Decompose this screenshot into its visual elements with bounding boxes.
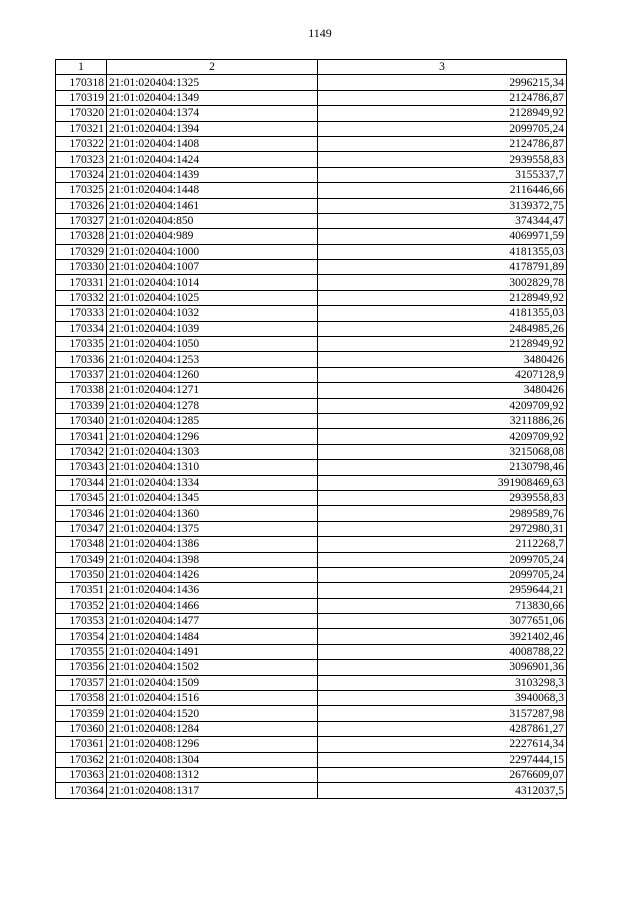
cadastral-value-cell: 3155337,7 — [318, 167, 567, 182]
row-number-cell: 170343 — [56, 460, 107, 475]
cadastral-value-cell: 3940068,3 — [318, 691, 567, 706]
cadastral-number-cell: 21:01:020404:1260 — [107, 367, 318, 382]
cadastral-number-cell: 21:01:020404:1386 — [107, 537, 318, 552]
cadastral-number-cell: 21:01:020404:1408 — [107, 136, 318, 151]
row-number-cell: 170336 — [56, 352, 107, 367]
cadastral-value-cell: 4207128,9 — [318, 367, 567, 382]
row-number-cell: 170320 — [56, 106, 107, 121]
cadastral-value-cell: 2099705,24 — [318, 121, 567, 136]
table-row — [56, 198, 567, 213]
row-number-cell: 170352 — [56, 598, 107, 613]
cadastral-value-cell: 391908469,63 — [318, 475, 567, 490]
table-row — [56, 244, 567, 259]
cadastral-value-cell: 2989589,76 — [318, 506, 567, 521]
table-row — [56, 706, 567, 721]
cadastral-value-cell: 4312037,5 — [318, 783, 567, 798]
cadastral-value-cell: 3211886,26 — [318, 413, 567, 428]
row-number-cell: 170353 — [56, 614, 107, 629]
table-row — [56, 614, 567, 629]
table-row — [56, 783, 567, 798]
cadastral-number-cell: 21:01:020404:1310 — [107, 460, 318, 475]
table-row — [56, 136, 567, 151]
cadastral-number-cell: 21:01:020404:1477 — [107, 614, 318, 629]
cadastral-value-cell: 2128949,92 — [318, 337, 567, 352]
cadastral-number-cell: 21:01:020404:1374 — [107, 106, 318, 121]
row-number-cell: 170322 — [56, 136, 107, 151]
cadastral-value-cell: 2128949,92 — [318, 106, 567, 121]
row-number-cell: 170328 — [56, 229, 107, 244]
cadastral-value-cell: 3077651,06 — [318, 614, 567, 629]
table-row — [56, 721, 567, 736]
row-number-cell: 170339 — [56, 398, 107, 413]
row-number-cell: 170334 — [56, 321, 107, 336]
cadastral-value-cell: 2124786,87 — [318, 90, 567, 105]
row-number-cell: 170330 — [56, 260, 107, 275]
cadastral-number-cell: 21:01:020404:1039 — [107, 321, 318, 336]
row-number-cell: 170361 — [56, 737, 107, 752]
cadastral-number-cell: 21:01:020408:1312 — [107, 767, 318, 782]
table-row — [56, 598, 567, 613]
row-number-cell: 170321 — [56, 121, 107, 136]
row-number-cell: 170326 — [56, 198, 107, 213]
cadastral-number-cell: 21:01:020404:1491 — [107, 644, 318, 659]
cadastral-number-cell: 21:01:020404:1426 — [107, 567, 318, 582]
cadastral-number-cell: 21:01:020404:1032 — [107, 306, 318, 321]
row-number-cell: 170347 — [56, 521, 107, 536]
row-number-cell: 170335 — [56, 337, 107, 352]
table-row — [56, 383, 567, 398]
cadastral-value-cell: 4209709,92 — [318, 429, 567, 444]
row-number-cell: 170354 — [56, 629, 107, 644]
cadastral-value-cell: 2099705,24 — [318, 567, 567, 582]
table-row — [56, 275, 567, 290]
row-number-cell: 170340 — [56, 413, 107, 428]
cadastral-number-cell: 21:01:020404:1484 — [107, 629, 318, 644]
cadastral-value-table — [55, 59, 567, 799]
cadastral-number-cell: 21:01:020404:1296 — [107, 429, 318, 444]
table-row — [56, 460, 567, 475]
row-number-cell: 170344 — [56, 475, 107, 490]
row-number-cell: 170333 — [56, 306, 107, 321]
cadastral-value-cell: 4178791,89 — [318, 260, 567, 275]
cadastral-number-cell: 21:01:020404:1325 — [107, 75, 318, 90]
table-row — [56, 490, 567, 505]
row-number-cell: 170349 — [56, 552, 107, 567]
row-number-cell: 170363 — [56, 767, 107, 782]
row-number-cell: 170324 — [56, 167, 107, 182]
cadastral-number-cell: 21:01:020404:1424 — [107, 152, 318, 167]
row-number-cell: 170346 — [56, 506, 107, 521]
cadastral-number-cell: 21:01:020408:1317 — [107, 783, 318, 798]
header-row — [56, 60, 567, 75]
table-row — [56, 398, 567, 413]
row-number-cell: 170332 — [56, 290, 107, 305]
cadastral-value-cell: 4209709,92 — [318, 398, 567, 413]
table-row — [56, 537, 567, 552]
cadastral-number-cell: 21:01:020408:1284 — [107, 721, 318, 736]
table-row — [56, 444, 567, 459]
row-number-cell: 170364 — [56, 783, 107, 798]
cadastral-value-cell: 3921402,46 — [318, 629, 567, 644]
cadastral-number-cell: 21:01:020404:1271 — [107, 383, 318, 398]
table-row — [56, 152, 567, 167]
table-body — [56, 75, 567, 798]
cadastral-number-cell: 21:01:020404:1516 — [107, 691, 318, 706]
row-number-cell: 170345 — [56, 490, 107, 505]
cadastral-number-cell: 21:01:020404:1394 — [107, 121, 318, 136]
row-number-cell: 170359 — [56, 706, 107, 721]
cadastral-number-cell: 21:01:020404:1375 — [107, 521, 318, 536]
table-row — [56, 429, 567, 444]
cadastral-value-cell: 4069971,59 — [318, 229, 567, 244]
cadastral-value-cell: 3103298,3 — [318, 675, 567, 690]
table-row — [56, 213, 567, 228]
table-row — [56, 290, 567, 305]
cadastral-number-cell: 21:01:020404:1466 — [107, 598, 318, 613]
table-row — [56, 121, 567, 136]
cadastral-value-cell: 374344,47 — [318, 213, 567, 228]
cadastral-value-cell: 4181355,03 — [318, 244, 567, 259]
cadastral-value-cell: 2128949,92 — [318, 290, 567, 305]
table-row — [56, 183, 567, 198]
cadastral-value-cell: 2676609,07 — [318, 767, 567, 782]
table-row — [56, 583, 567, 598]
cadastral-number-cell: 21:01:020404:1502 — [107, 660, 318, 675]
cadastral-value-cell: 4181355,03 — [318, 306, 567, 321]
cadastral-number-cell: 21:01:020404:1285 — [107, 413, 318, 428]
cadastral-value-cell: 2939558,83 — [318, 490, 567, 505]
cadastral-number-cell: 21:01:020408:1296 — [107, 737, 318, 752]
cadastral-number-cell: 21:01:020404:1025 — [107, 290, 318, 305]
table-row — [56, 367, 567, 382]
table-row — [56, 413, 567, 428]
page-number: 1149 — [308, 26, 332, 40]
table-row — [56, 752, 567, 767]
table-row — [56, 75, 567, 90]
cadastral-number-cell: 21:01:020404:1253 — [107, 352, 318, 367]
column-header-3: 3 — [318, 60, 567, 75]
cadastral-value-cell: 3215068,08 — [318, 444, 567, 459]
table-row — [56, 90, 567, 105]
cadastral-value-cell: 3139372,75 — [318, 198, 567, 213]
row-number-cell: 170341 — [56, 429, 107, 444]
row-number-cell: 170327 — [56, 213, 107, 228]
cadastral-number-cell: 21:01:020404:1278 — [107, 398, 318, 413]
table-row — [56, 229, 567, 244]
table-row — [56, 521, 567, 536]
cadastral-value-cell: 2972980,31 — [318, 521, 567, 536]
table-row — [56, 629, 567, 644]
cadastral-number-cell: 21:01:020404:1349 — [107, 90, 318, 105]
row-number-cell: 170351 — [56, 583, 107, 598]
row-number-cell: 170318 — [56, 75, 107, 90]
table-row — [56, 475, 567, 490]
cadastral-number-cell: 21:01:020404:1360 — [107, 506, 318, 521]
cadastral-number-cell: 21:01:020404:1448 — [107, 183, 318, 198]
cadastral-number-cell: 21:01:020404:1303 — [107, 444, 318, 459]
cadastral-value-cell: 2112268,7 — [318, 537, 567, 552]
row-number-cell: 170355 — [56, 644, 107, 659]
row-number-cell: 170358 — [56, 691, 107, 706]
cadastral-number-cell: 21:01:020404:850 — [107, 213, 318, 228]
row-number-cell: 170319 — [56, 90, 107, 105]
table-row — [56, 644, 567, 659]
cadastral-value-cell: 2996215,34 — [318, 75, 567, 90]
cadastral-number-cell: 21:01:020404:1334 — [107, 475, 318, 490]
row-number-cell: 170331 — [56, 275, 107, 290]
table-row — [56, 567, 567, 582]
table-row — [56, 106, 567, 121]
row-number-cell: 170329 — [56, 244, 107, 259]
cadastral-value-cell: 2227614,34 — [318, 737, 567, 752]
cadastral-value-cell: 4008788,22 — [318, 644, 567, 659]
table-row — [56, 506, 567, 521]
cadastral-value-cell: 2116446,66 — [318, 183, 567, 198]
table-row — [56, 691, 567, 706]
cadastral-value-cell: 2124786,87 — [318, 136, 567, 151]
table-row — [56, 337, 567, 352]
row-number-cell: 170348 — [56, 537, 107, 552]
cadastral-number-cell: 21:01:020404:1439 — [107, 167, 318, 182]
cadastral-number-cell: 21:01:020404:1520 — [107, 706, 318, 721]
cadastral-number-cell: 21:01:020404:1050 — [107, 337, 318, 352]
table-row — [56, 352, 567, 367]
table-row — [56, 675, 567, 690]
cadastral-value-cell: 2130798,46 — [318, 460, 567, 475]
cadastral-value-cell: 713830,66 — [318, 598, 567, 613]
cadastral-number-cell: 21:01:020404:1014 — [107, 275, 318, 290]
row-number-cell: 170338 — [56, 383, 107, 398]
cadastral-value-cell: 2099705,24 — [318, 552, 567, 567]
cadastral-number-cell: 21:01:020404:989 — [107, 229, 318, 244]
table-row — [56, 167, 567, 182]
column-header-2: 2 — [107, 60, 318, 75]
table-row — [56, 260, 567, 275]
table-row — [56, 552, 567, 567]
cadastral-value-cell: 2959644,21 — [318, 583, 567, 598]
cadastral-value-cell: 4287861,27 — [318, 721, 567, 736]
cadastral-number-cell: 21:01:020404:1509 — [107, 675, 318, 690]
cadastral-value-cell: 3096901,36 — [318, 660, 567, 675]
row-number-cell: 170337 — [56, 367, 107, 382]
cadastral-value-cell: 3157287,98 — [318, 706, 567, 721]
row-number-cell: 170325 — [56, 183, 107, 198]
row-number-cell: 170342 — [56, 444, 107, 459]
row-number-cell: 170357 — [56, 675, 107, 690]
cadastral-number-cell: 21:01:020404:1398 — [107, 552, 318, 567]
cadastral-value-cell: 3480426 — [318, 352, 567, 367]
row-number-cell: 170356 — [56, 660, 107, 675]
table-row — [56, 660, 567, 675]
table-header — [56, 60, 567, 75]
table-row — [56, 767, 567, 782]
cadastral-number-cell: 21:01:020404:1461 — [107, 198, 318, 213]
column-header-1: 1 — [56, 60, 107, 75]
cadastral-number-cell: 21:01:020408:1304 — [107, 752, 318, 767]
cadastral-number-cell: 21:01:020404:1007 — [107, 260, 318, 275]
cadastral-value-cell: 2297444,15 — [318, 752, 567, 767]
row-number-cell: 170323 — [56, 152, 107, 167]
cadastral-value-cell: 3002829,78 — [318, 275, 567, 290]
cadastral-number-cell: 21:01:020404:1436 — [107, 583, 318, 598]
table-row — [56, 737, 567, 752]
cadastral-value-cell: 3480426 — [318, 383, 567, 398]
row-number-cell: 170360 — [56, 721, 107, 736]
cadastral-number-cell: 21:01:020404:1345 — [107, 490, 318, 505]
table-row — [56, 306, 567, 321]
row-number-cell: 170350 — [56, 567, 107, 582]
table-row — [56, 321, 567, 336]
cadastral-value-cell: 2484985,26 — [318, 321, 567, 336]
cadastral-number-cell: 21:01:020404:1000 — [107, 244, 318, 259]
row-number-cell: 170362 — [56, 752, 107, 767]
cadastral-value-cell: 2939558,83 — [318, 152, 567, 167]
